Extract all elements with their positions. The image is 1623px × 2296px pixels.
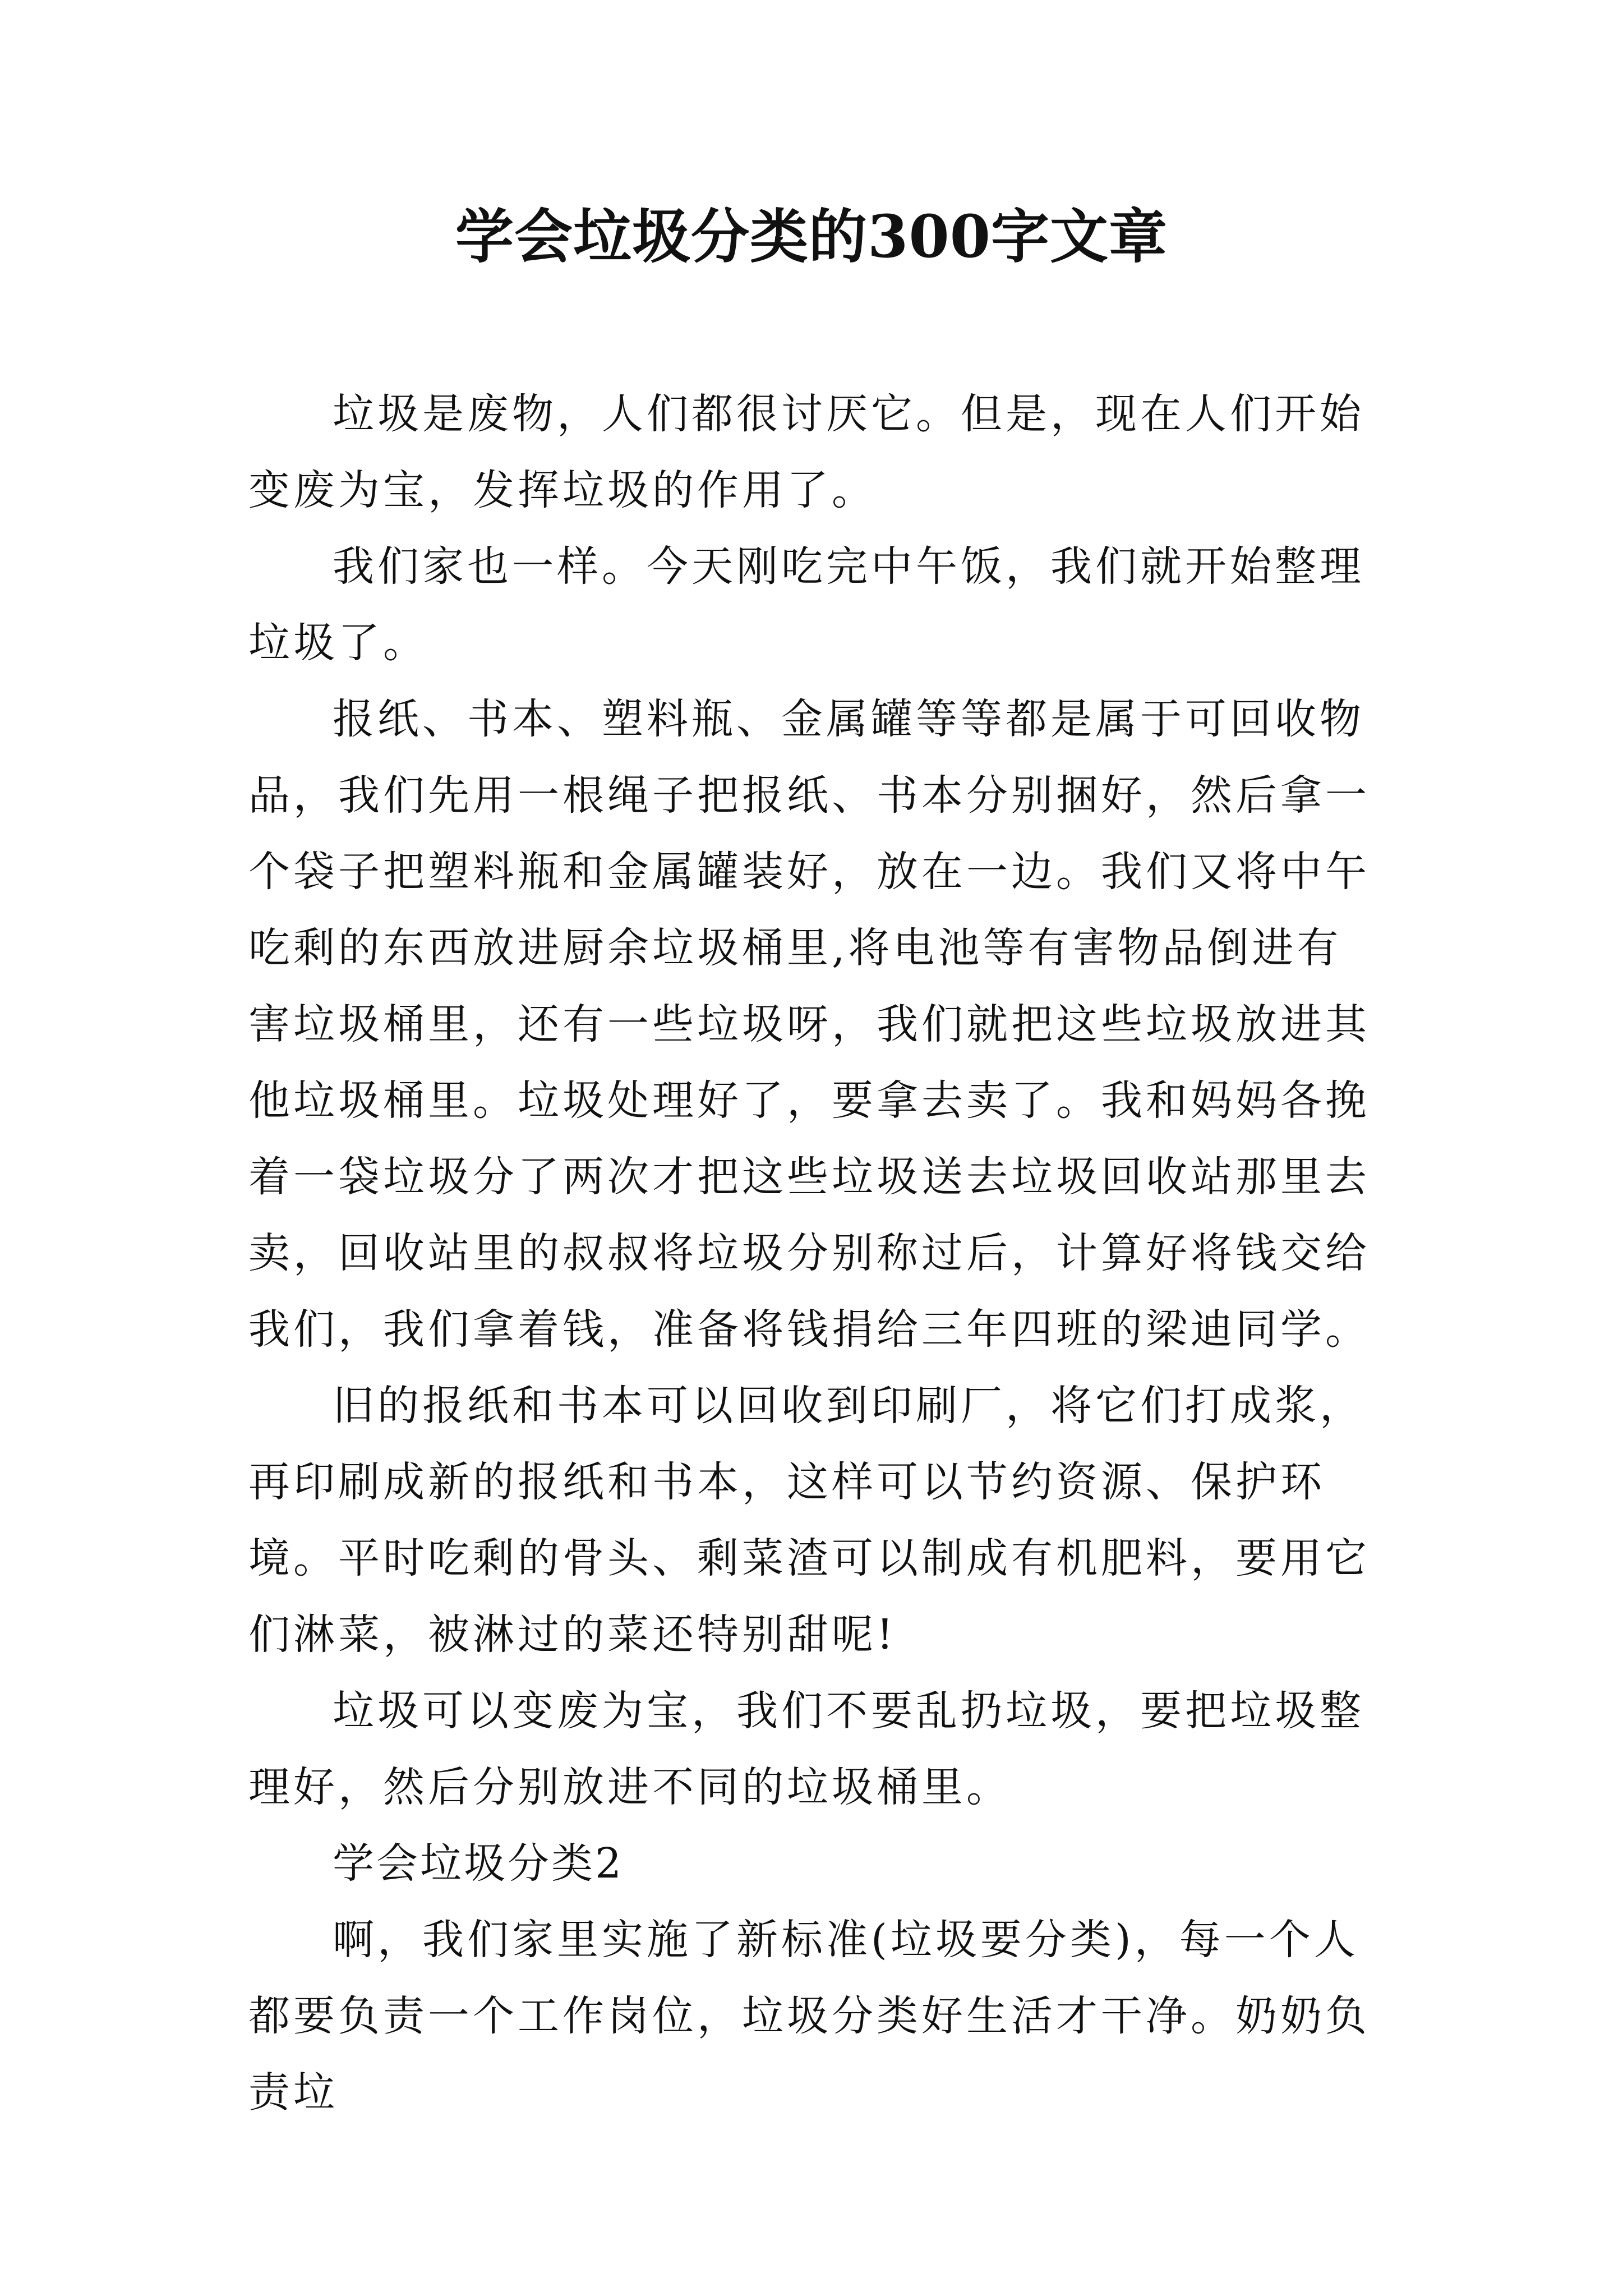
paragraph-4: 旧的报纸和书本可以回收到印刷厂，将它们打成浆，再印刷成新的报纸和书本，这样可以节约资源、保护环境。平时吃剩的骨头、剩菜渣可以制成有机肥料，要用它们淋菜，被淋过的菜还特别甜呢! — [248, 1382, 1370, 1659]
document-body — [248, 376, 1381, 2131]
section-heading: 学会垃圾分类2 — [333, 1839, 624, 1888]
document-title: 学会垃圾分类的300字文章 — [455, 202, 1168, 271]
paragraph-5: 垃圾可以变废为宝，我们不要乱扔垃圾，要把垃圾整理好，然后分别放进不同的垃圾桶里。 — [248, 1687, 1364, 1811]
paragraph-3: 报纸、书本、塑料瓶、金属罐等等都是属于可回收物品，我们先用一根绳子把报纸、书本分别捆好，然后拿一个袋子把塑料瓶和金属罐装好，放在一边。我们又将中午吃剩的东西放进厨余垃圾桶里,将电池等有害物品倒进有害垃圾桶里，还有一些垃圾呀，我们就把这些垃圾放进其他垃圾桶里。垃圾处理好了，要拿去卖了。我和妈妈各挽着一袋垃圾分了两次才把这些垃圾送去垃圾回收站那里去卖，回收站里的叔叔将垃圾分别称过后，计算好将钱交给我们，我们拿着钱，准备将钱捐给三年四班的梁迪同学。 — [248, 695, 1370, 1354]
paragraph-2: 我们家也一样。今天刚吃完中午饭，我们就开始整理垃圾了。 — [248, 542, 1364, 667]
paragraph-6: 啊，我们家里实施了新标准(垃圾要分类)，每一个人都要负责一个工作岗位，垃圾分类好生活才干净。奶奶负责垃 — [248, 1916, 1370, 2116]
paragraph-1: 垃圾是废物，人们都很讨厌它。但是，现在人们开始变废为宝，发挥垃圾的作用了。 — [248, 390, 1364, 514]
